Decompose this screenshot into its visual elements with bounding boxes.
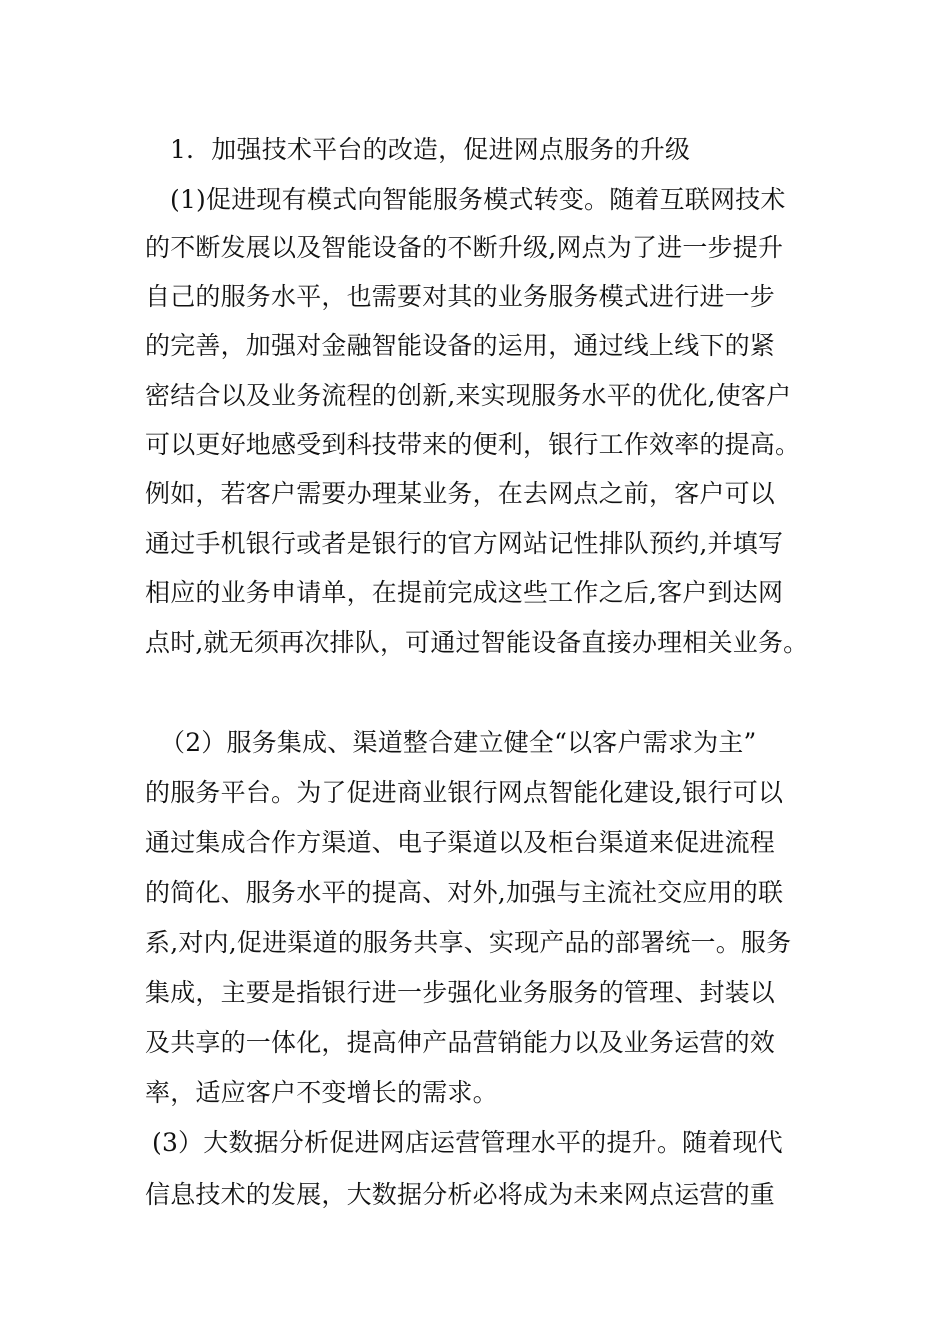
section-heading: 1．加强技术平台的改造，促进网点服务的升级 — [170, 135, 691, 164]
paragraph-2-line-5: 系,对内,促进渠道的服务共享、实现产品的部署统一。服务 — [145, 928, 792, 957]
paragraph-1-line-5: 密结合以及业务流程的创新,来实现服务水平的优化,使客户 — [145, 381, 792, 410]
paragraph-1-line-7: 例如，若客户需要办理某业务，在去网点之前，客户可以 — [145, 479, 776, 508]
paragraph-1-line-8: 通过手机银行或者是银行的官方网站记性排队预约,并填写 — [145, 529, 784, 558]
paragraph-2-line-3: 通过集成合作方渠道、电子渠道以及柜台渠道来促进流程 — [145, 828, 776, 857]
paragraph-1-line-6: 可以更好地感受到科技带来的便利，银行工作效率的提高。 — [145, 430, 801, 459]
paragraph-1-line-2: 的不断发展以及智能设备的不断升级,网点为了进一步提升 — [145, 233, 784, 262]
paragraph-1-line-9: 相应的业务申请单，在提前完成这些工作之后,客户到达网 — [145, 578, 784, 607]
paragraph-1-line-3: 自己的服务水平，也需要对其的业务服务模式进行进一步 — [145, 282, 776, 311]
paragraph-1-line-10: 点时,就无须再次排队，可通过智能设备直接办理相关业务。 — [145, 628, 809, 657]
paragraph-2-line-8: 率，适应客户不变增长的需求。 — [145, 1078, 498, 1107]
paragraph-3-line-1: (3）大数据分析促进网店运营管理水平的提升。随着现代 — [152, 1128, 783, 1157]
paragraph-2-line-4: 的简化、服务水平的提高、对外,加强与主流社交应用的联 — [145, 878, 784, 907]
paragraph-2-line-7: 及共享的一体化，提高伸产品营销能力以及业务运营的效 — [145, 1028, 776, 1057]
paragraph-2-line-2: 的服务平台。为了促进商业银行网点智能化建设,银行可以 — [145, 778, 784, 807]
paragraph-1-line-1: (1)促进现有模式向智能服务模式转变。随着互联网技术 — [170, 185, 786, 214]
paragraph-2-line-6: 集成，主要是指银行进一步强化业务服务的管理、封装以 — [145, 978, 776, 1007]
paragraph-2-line-1: （2）服务集成、渠道整合建立健全“以客户需求为主” — [160, 728, 757, 757]
paragraph-1-line-4: 的完善，加强对金融智能设备的运用，通过线上线下的紧 — [145, 331, 776, 360]
paragraph-3-line-2: 信息技术的发展，大数据分析必将成为未来网点运营的重 — [145, 1180, 776, 1209]
